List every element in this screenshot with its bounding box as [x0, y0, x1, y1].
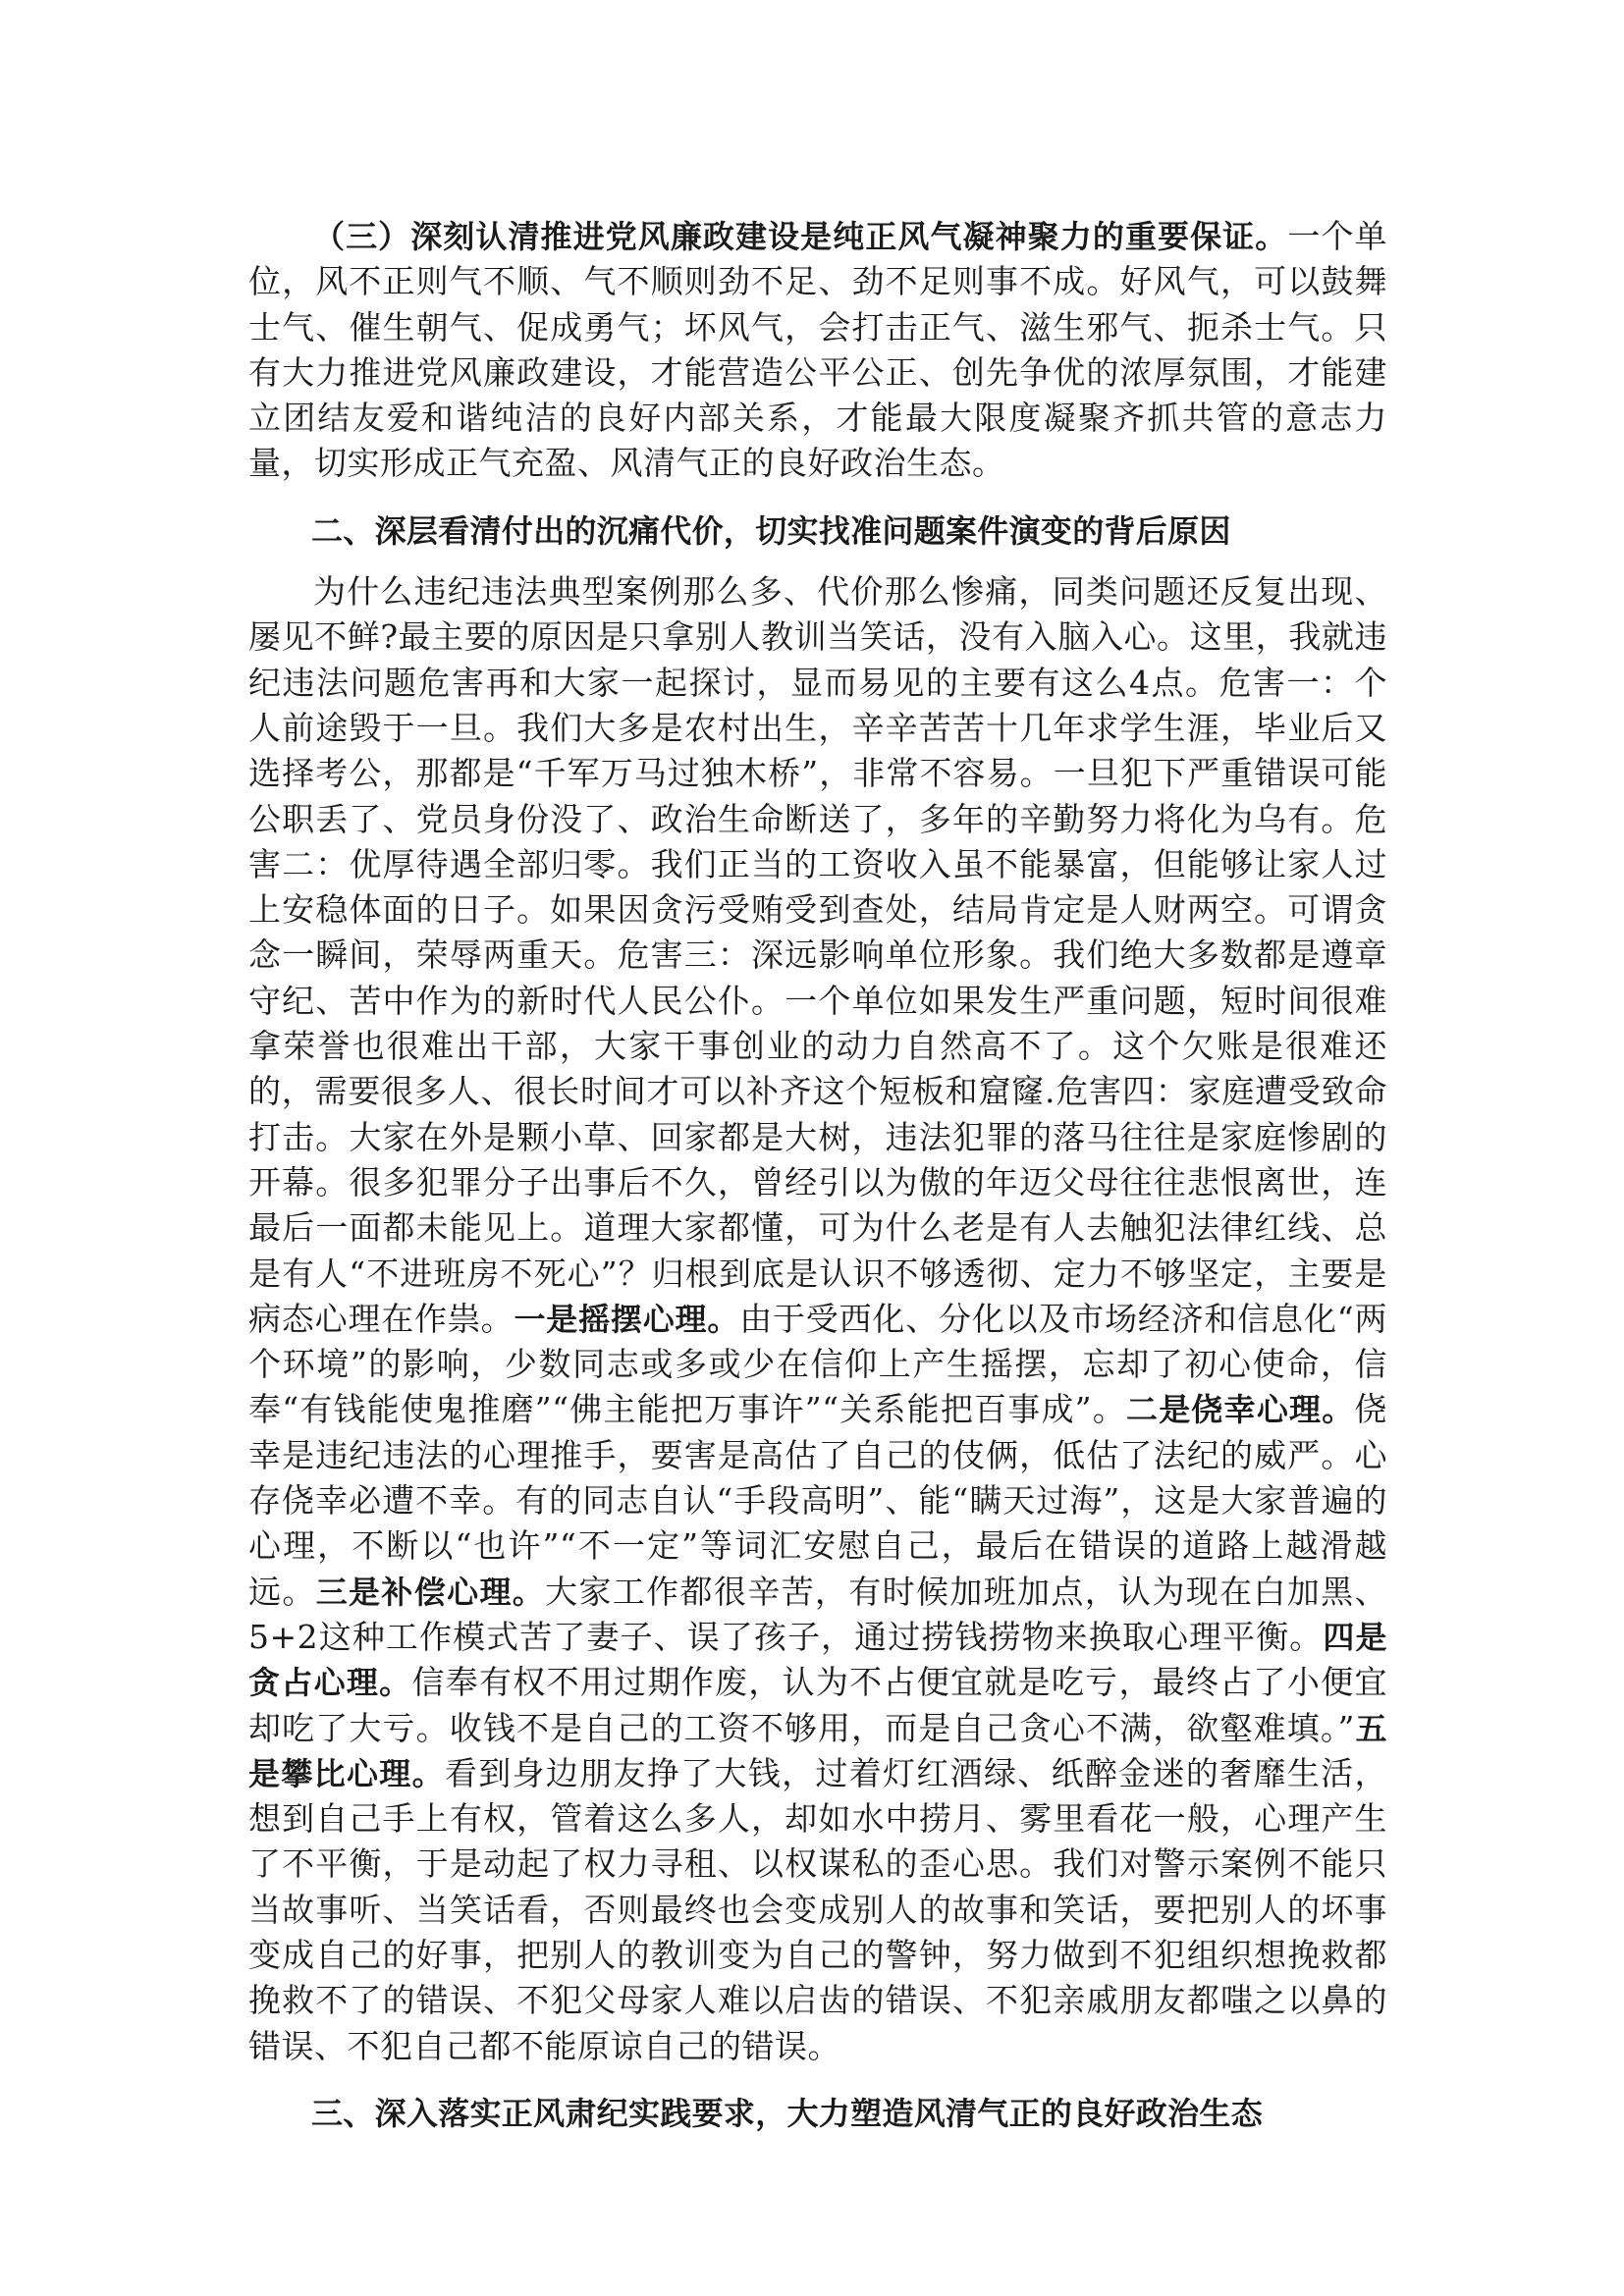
paragraph-text: 看到身边朋友挣了大钱，过着灯红酒绿、纸醉金迷的奢靡生活，想到自己手上有权，管着这么多人，却如水中捞月、雾里看花一般，心理产生了不平衡，于是动起了权力寻租、以权谋私的歪心思。我们对警示案例不能只当故事听、当笑话看，否则最终也会变成别人的故事和笑话，要把别人的坏事变成自己的好事，把别人的教训变为自己的警钟，努力做到不犯组织想挽救都挽救不了的错误、不犯父母家人难以启齿的错误、不犯亲戚朋友都嗤之以鼻的错误、不犯自己都不能原谅自己的错误。 [248, 1753, 1387, 2065]
paragraph-section-three [248, 214, 1387, 487]
paragraph-text: 一个单位，风不正则气不顺、气不顺则劲不足、劲不足则事不成。好风气，可以鼓舞士气、催生朝气、促成勇气；坏风气，会打击正气、滋生邪气、扼杀士气。只有大力推进党风廉政建设，才能营造公平公正、创先争优的浓厚氛围，才能建立团结友爱和谐纯洁的良好内部关系，才能最大限度凝聚齐抓共管的意志力量，切实形成正气充盈、风清气正的良好政治生态。 [248, 217, 1387, 483]
paragraph-text: 由于受西化、分化以及市场经济和信息化“两个环境”的影响，少数同志或多或少在信仰上产生摇摆，忘却了初心使命，信奉“有钱能使鬼推磨”“佛主能把万事许”“关系能把百事成”。 [248, 1299, 1387, 1429]
heading-part-three: 三、深入落实正风肃纪实践要求，大力塑造风清气正的良好政治生态 [311, 2094, 1264, 2132]
bold-comparison-mentality: 五是攀比心理。 [248, 1709, 1387, 1792]
paragraph-text: 侥幸是违纪违法的心理推手，要害是高估了自己的伎俩，低估了法纪的威严。心存侥幸必遭不幸。有的同志自认“手段高明”、能“瞒天过海”，这是大家普遍的心理，不断以“也许”“不一定”等词汇安慰自己，最后在错误的道路上越滑越远。 [248, 1390, 1387, 1611]
heading-part-two: 二、深层看清付出的沉痛代价，切实找准问题案件演变的背后原因 [311, 511, 1231, 550]
paragraph-part-two [248, 569, 1387, 2069]
paragraph-text: 信奉有权不用过期作废，认为不占便宜就是吃亏，最终占了小便宜却吃了大亏。收钱不是自己的工资不够用，而是自己贪心不满，欲壑难填。” [248, 1663, 1387, 1747]
bold-lead-section-three: （三）深刻认清推进党风廉政建设是纯正风气凝神聚力的重要保证。 [313, 218, 1288, 255]
paragraph-text: 大家工作都很辛苦，有时候加班加点，认为现在白加黑、5+2这种工作模式苦了妻子、误了孩子，通过捞钱捞物来换取心理平衡。 [248, 1572, 1387, 1656]
paragraph-text: 为什么违纪违法典型案例那么多、代价那么惨痛，同类问题还反复出现、屡见不鲜?最主要的原因是只拿别人教训当笑话，没有入脑入心。这里，我就违纪违法问题危害再和大家一起探讨，显而易见的主要有这么4点。危害一：个人前途毁于一旦。我们大多是农村出生，辛辛苦苦十几年求学生涯，毕业后又选择考公，那都是“千军万马过独木桥”，非常不容易。一旦犯下严重错误可能公职丢了、党员身份没了、政治生命断送了，多年的辛勤努力将化为乌有。危害二：优厚待遇全部归零。我们正当的工资收入虽不能暴富，但能够让家人过上安稳体面的日子。如果因贪污受贿受到查处，结局肯定是人财两空。可谓贪念一瞬间，荣辱两重天。危害三：深远影响单位形象。我们绝大多数都是遵章守纪、苦中作为的新时代人民公仆。一个单位如果发生严重问题，短时间很难拿荣誉也很难出干部，大家干事创业的动力自然高不了。这个欠账是很难还的，需要很多人、很长时间才可以补齐这个短板和窟窿.危害四：家庭遭受致命打击。大家在外是颗小草、回家都是大树，违法犯罪的落马往往是家庭惨剧的开幕。很多犯罪分子出事后不久，曾经引以为傲的年迈父母往往悲恨离世，连最后一面都未能见上。道理大家都懂，可为什么老是有人去触犯法律红线、总是有人“不进班房不死心”？归根到底是认识不够透彻、定力不够坚定，主要是病态心理在作祟。 [248, 572, 1387, 1338]
bold-luck-mentality: 二是侥幸心理。 [1125, 1391, 1355, 1429]
bold-greed-mentality: 四是贪占心理。 [248, 1618, 1387, 1702]
document-body [248, 214, 1387, 2136]
bold-swing-mentality: 一是摇摆心理。 [514, 1300, 740, 1338]
bold-compensation-mentality: 三是补偿心理。 [315, 1573, 546, 1611]
